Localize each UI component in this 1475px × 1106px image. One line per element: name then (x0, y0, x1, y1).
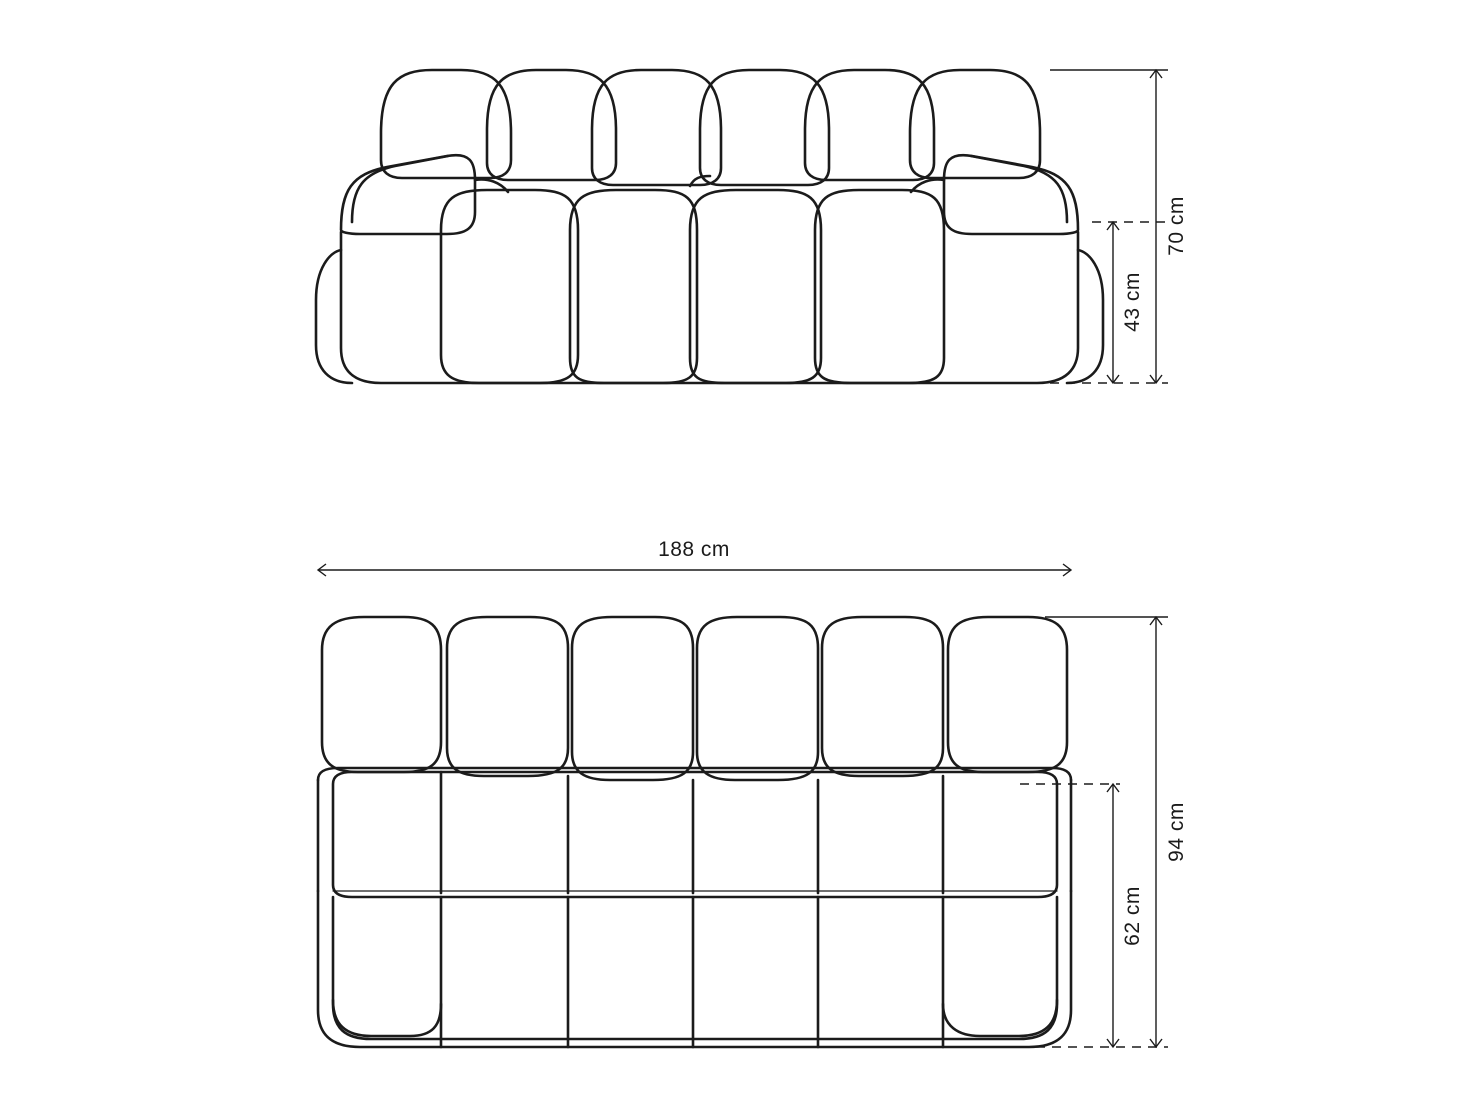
seat-cushion-2 (570, 190, 697, 383)
top-back-4 (697, 617, 818, 780)
top-mid-sides (318, 780, 1071, 891)
front-view-group (316, 70, 1103, 383)
top-lower-right-corner (943, 1000, 1057, 1036)
front-base-outline (341, 232, 1078, 383)
back-cushion-6 (910, 70, 1040, 178)
top-lower-dividers (441, 897, 943, 1047)
back-cushion-3 (592, 70, 721, 185)
dim-label-seat-height: 43 cm (1121, 272, 1144, 332)
right-arm-cushion (944, 155, 1078, 234)
front-right-side-flare (1067, 250, 1103, 383)
left-arm-inner-line (352, 156, 448, 222)
top-back-1 (322, 617, 441, 772)
top-back-3 (572, 617, 693, 780)
dim-label-seat-depth: 62 cm (1121, 886, 1144, 946)
back-cushion-5 (805, 70, 934, 180)
seat-cushion-4 (815, 190, 944, 383)
top-lower-outline (318, 891, 1071, 1047)
back-cushion-1 (381, 70, 511, 178)
dim-label-total-depth: 94 cm (1165, 802, 1188, 862)
back-cushion-2 (487, 70, 616, 180)
top-back-6 (948, 617, 1067, 772)
front-left-side-flare (316, 250, 352, 383)
right-arm-inner-line (971, 156, 1067, 222)
dim-label-total-height: 70 cm (1165, 196, 1188, 256)
top-mid-dividers (441, 772, 943, 893)
top-back-2 (447, 617, 568, 776)
seat-cushion-3 (690, 190, 821, 383)
top-mid-top-edge (318, 768, 1071, 780)
top-lower-left-corner (333, 1000, 441, 1036)
top-back-5 (822, 617, 943, 776)
back-cushion-4 (700, 70, 829, 185)
seat-cushion-1 (441, 190, 578, 383)
front-dimension-lines (1050, 70, 1168, 383)
top-dimension-lines (318, 564, 1168, 1047)
dim-label-total-width: 188 cm (658, 538, 730, 561)
top-view-group (318, 617, 1071, 1047)
